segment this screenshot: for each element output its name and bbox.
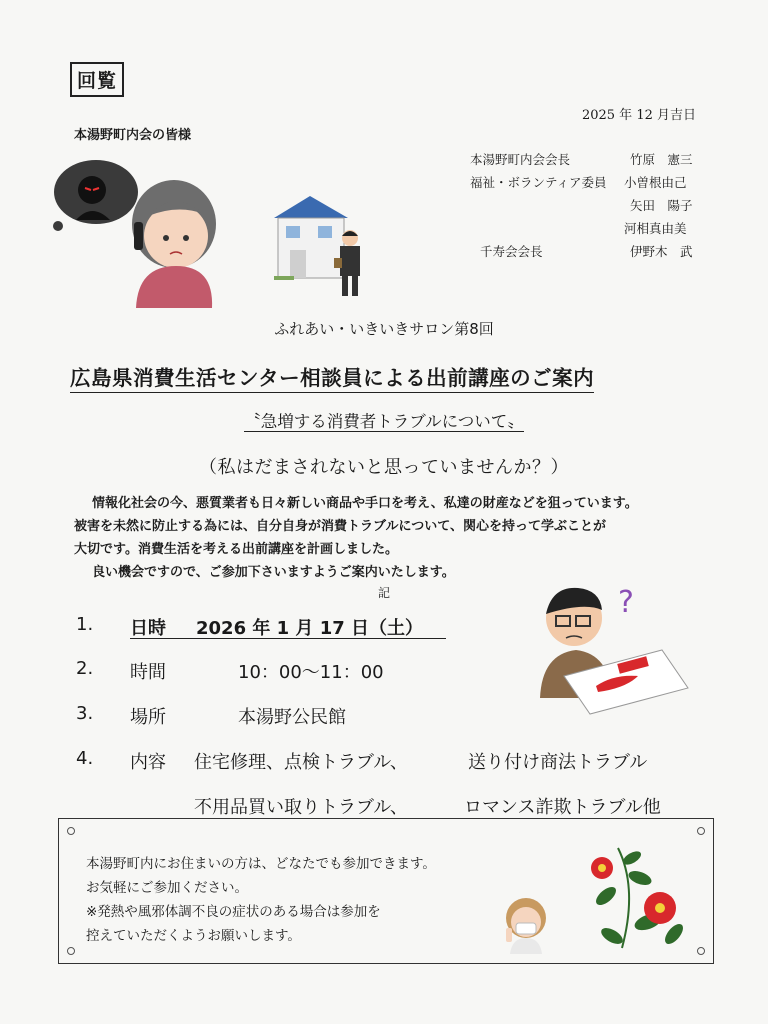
circular-label: 回覧 bbox=[70, 62, 124, 97]
scam-call-illustration bbox=[52, 158, 222, 308]
shadowy-caller-icon bbox=[78, 176, 106, 204]
sender-name-1: 竹原 憲三 bbox=[630, 152, 693, 167]
item-label-time: 時間 bbox=[130, 662, 166, 683]
house-visitor-illustration bbox=[270, 196, 370, 298]
subtitle-text: 〝急増する消費者トラブルについて〟 bbox=[244, 412, 524, 431]
corner-dot bbox=[697, 827, 705, 835]
item-value-content-c: 不用品買い取りトラブル、 bbox=[194, 797, 408, 818]
item-label-place: 場所 bbox=[130, 707, 166, 728]
corner-dot bbox=[697, 947, 705, 955]
house-roof bbox=[274, 196, 348, 218]
item-value-place: 本湯野公民館 bbox=[238, 707, 346, 728]
sender-name-5: 伊野木 武 bbox=[630, 244, 693, 259]
body-paragraph-line: 情報化社会の今、悪質業者も日々新しい商品や手口を考え、私達の財産などを狙っています。 bbox=[92, 496, 638, 511]
ki-mark: 記 bbox=[378, 586, 391, 600]
item-number: 4. bbox=[76, 748, 94, 769]
item-number: 2. bbox=[76, 658, 94, 679]
item-value-content-d: ロマンス詐欺トラブル他 bbox=[464, 797, 661, 818]
corner-dot bbox=[67, 947, 75, 955]
body-paragraph-line: 被害を未然に防止する為には、自分自身が消費トラブルについて、関心を持って学ぶことが bbox=[74, 519, 606, 534]
notice-line: ※発熱や風邪体調不良の症状のある場合は参加を bbox=[86, 904, 381, 920]
sender-role-1: 本湯野町内会会長 bbox=[470, 152, 571, 167]
item-value-date: 2026 年 1 月 17 日（土） bbox=[196, 618, 424, 639]
sender-name-2: 小曽根由己 bbox=[624, 175, 687, 190]
body-paragraph-line: 大切です。消費生活を考える出前講座を計画しました。 bbox=[74, 542, 398, 557]
item-number: 1. bbox=[76, 614, 94, 635]
addressee: 本湯野町内会の皆様 bbox=[74, 128, 192, 143]
item-value-content-b: 送り付け商法トラブル bbox=[468, 752, 648, 773]
masked-woman-illustration bbox=[496, 892, 556, 954]
notice-line: 本湯野町内にお住まいの方は、どなたでも参加できます。 bbox=[86, 856, 436, 872]
item-value-time: 10：00～11：00 bbox=[238, 662, 384, 683]
sender-name-3: 矢田 陽子 bbox=[630, 198, 693, 213]
sender-name-4: 河相真由美 bbox=[624, 221, 687, 236]
woman-body bbox=[136, 266, 212, 308]
question-mark-icon: ? bbox=[618, 585, 634, 620]
camellia-flower-illustration bbox=[578, 838, 696, 956]
issue-date: 2025 年 12 月吉日 bbox=[581, 108, 696, 123]
item-label-content: 内容 bbox=[130, 752, 166, 773]
page-title: 広島県消費生活センター相談員による出前講座のご案内 bbox=[70, 361, 594, 393]
sender-role-5: 千寿会会長 bbox=[480, 244, 543, 259]
notice-line: 控えていただくようお願いします。 bbox=[86, 928, 301, 944]
corner-dot bbox=[67, 827, 75, 835]
raised-finger bbox=[506, 928, 512, 942]
body-paragraph-line: 良い機会ですので、ご参加下さいますようご案内いたします。 bbox=[92, 565, 455, 580]
confused-man-package-illustration bbox=[534, 578, 694, 718]
item-number: 3. bbox=[76, 703, 94, 724]
salon-heading: ふれあい・いきいきサロン第8回 bbox=[274, 320, 494, 338]
mask-icon bbox=[516, 923, 536, 934]
notice-line: お気軽にご参加ください。 bbox=[86, 880, 248, 896]
question-heading: （私はだまされないと思っていませんか？） bbox=[199, 457, 569, 478]
subtitle bbox=[0, 408, 768, 432]
item-value-content-a: 住宅修理、点検トラブル、 bbox=[194, 752, 408, 773]
phone-icon bbox=[134, 222, 143, 250]
item-label-date: 日時 bbox=[130, 618, 166, 639]
sender-role-2: 福祉・ボランティア委員 bbox=[470, 175, 607, 190]
